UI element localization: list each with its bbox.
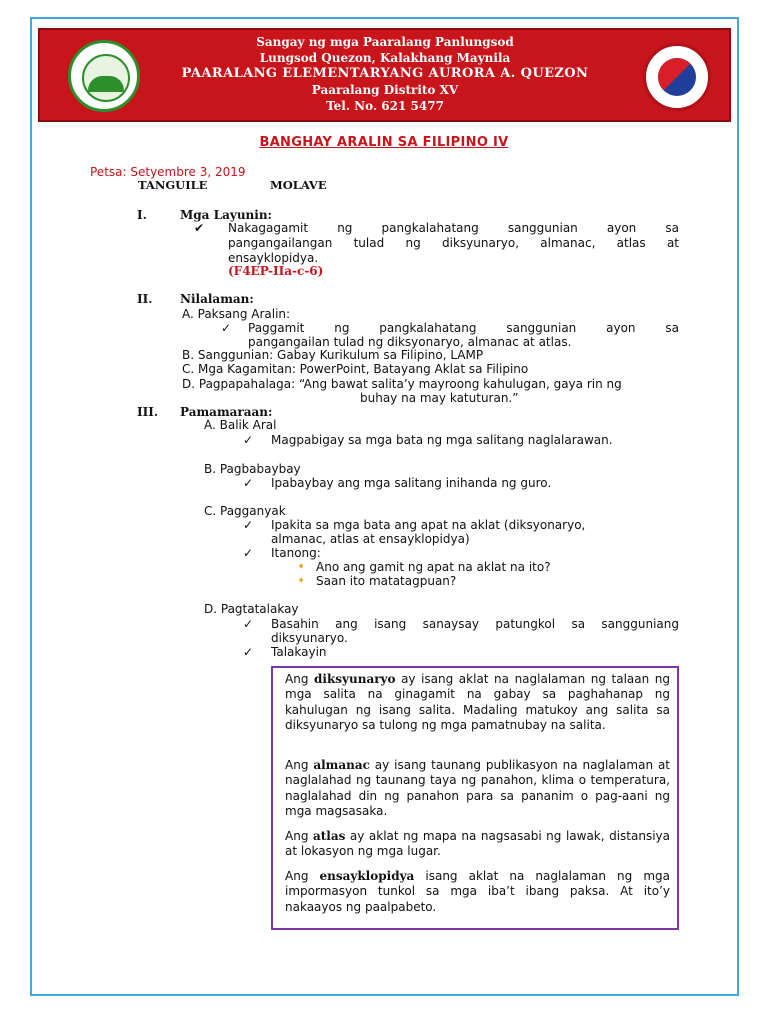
header-district: Paaralang Distrito XV [311, 83, 459, 97]
reading-passage-box [271, 666, 679, 930]
part2-a-label: A. Paksang Aralin: [182, 307, 291, 321]
part2-b-line: B. Sanggunian: Gabay Kurikulum sa Filipino, LAMP [182, 348, 484, 362]
arrow-bullet-icon: ➧ [297, 575, 306, 586]
part2-number: II. [137, 292, 153, 306]
question-2: Saan ito matatagpuan? [316, 574, 457, 588]
part3-a-label: A. Balik Aral [204, 418, 277, 432]
header-line-2: Lungsod Quezon, Kalakhang Maynila [259, 51, 511, 65]
part3-a-item: Magpabigay sa mga bata ng mga salitang naglalarawan. [271, 433, 613, 447]
check-icon: ✓ [243, 518, 254, 532]
passage-diksyunaryo: Ang diksyunaryo ay isang aklat na naglalaman ng talaan ng mga salita na ginagamit na gabay sa paghahanap ng kahulugan ng isang salita. Madaling matukoy ang salita sa diksyunaryo sa tulong ng mga pamatnubay na salita. [285, 672, 670, 733]
part3-d-item1-line1: Basahin ang isang sanaysay patungkol sa sangguniang [271, 617, 679, 631]
date-line: Petsa: Setyembre 3, 2019 [90, 165, 246, 179]
part3-b-label: B. Pagbabaybay [204, 462, 301, 476]
part3-d-label: D. Pagtatalakay [204, 602, 299, 616]
part2-c-line: C. Mga Kagamitan: PowerPoint, Batayang Aklat sa Filipino [182, 362, 529, 376]
part1-heading: Mga Layunin: [180, 208, 272, 222]
part3-c-item1-line1: Ipakita sa mga bata ang apat na aklat (diksyonaryo, [271, 518, 586, 532]
part3-b-item: Ipabaybay ang mga salitang inihanda ng guro. [271, 476, 552, 490]
part1-objective-line2: pangangailangan tulad ng diksyunaryo, almanac, atlas at [228, 236, 679, 250]
part1-objective-line3: ensayklopidya. [228, 251, 319, 265]
check-icon: ✓ [221, 321, 232, 335]
section-tanguile: TANGUILE [138, 178, 208, 192]
header-line-1: Sangay ng mga Paaralang Panlungsod [256, 35, 514, 49]
part3-c-label: C. Pagganyak [204, 504, 286, 518]
check-icon: ✓ [243, 433, 254, 447]
check-icon: ✓ [243, 617, 254, 631]
part3-c-item2: Itanong: [271, 546, 321, 560]
keyword-ensayklopidya: ensayklopidya [319, 869, 415, 883]
part1-objective-line1: Nakagagamit ng pangkalahatang sanggunian ayon sa [228, 221, 679, 235]
keyword-diksyunaryo: diksyunaryo [314, 672, 396, 686]
part3-number: III. [137, 405, 159, 419]
school-seal-logo [68, 40, 140, 112]
competency-code: (F4EP-IIa-c-6) [228, 264, 324, 278]
part2-a-item-line1: Paggamit ng pangkalahatang sanggunian ayon sa [248, 321, 679, 335]
passage-atlas: Ang atlas ay aklat ng mapa na nagsasabi ng lawak, distansiya at lokasyon ng mga lugar. [285, 829, 670, 859]
part2-a-item-line2: pangangailan tulad ng diksyonaryo, almanac at atlas. [248, 335, 572, 349]
check-icon: ✔ [194, 221, 205, 235]
part2-heading: Nilalaman: [180, 292, 254, 306]
question-1: Ano ang gamit ng apat na aklat na ito? [316, 560, 551, 574]
part2-d-line2: buhay na may katuturan.” [360, 391, 519, 405]
part3-d-item1-line2: diksyunaryo. [271, 631, 348, 645]
part3-d-item2: Talakayin [271, 645, 327, 659]
passage-ensayklopidya: Ang ensayklopidya isang aklat na naglalaman ng mga impormasyon tunkol sa mga iba’t ibang paksa. At ito’y nakaayos ng paalpabeto. [285, 869, 671, 914]
keyword-atlas: atlas [312, 829, 346, 843]
part1-number: I. [137, 208, 147, 222]
letterhead-text [150, 34, 620, 114]
part3-c-item1-line2: almanac, atlas at ensayklopidya) [271, 532, 470, 546]
check-icon: ✓ [243, 476, 254, 490]
school-name: PAARALANG ELEMENTARYANG AURORA A. QUEZON [181, 66, 589, 81]
letterhead [38, 28, 731, 122]
keyword-almanac: almanac [313, 758, 370, 772]
arrow-bullet-icon: ➧ [297, 561, 306, 572]
part3-heading: Pamamaraan: [180, 405, 273, 419]
part2-d-line1: D. Pagpapahalaga: “Ang bawat salita’y mayroong kahulugan, gaya rin ng [182, 377, 622, 391]
section-molave: MOLAVE [270, 178, 327, 192]
passage-almanac: Ang almanac ay isang taunang publikasyon na naglalaman at naglalahad ng taunang taya ng panahon, klima o temperatura, naglalahad din ng panahon para sa pananim o pag-aani ng mga magsasaka. [285, 758, 671, 819]
check-icon: ✓ [243, 645, 254, 659]
document-title: BANGHAY ARALIN SA FILIPINO IV [259, 135, 509, 150]
check-icon: ✓ [243, 546, 254, 560]
header-telephone: Tel. No. 621 5477 [326, 99, 444, 113]
division-office-logo [643, 43, 711, 111]
